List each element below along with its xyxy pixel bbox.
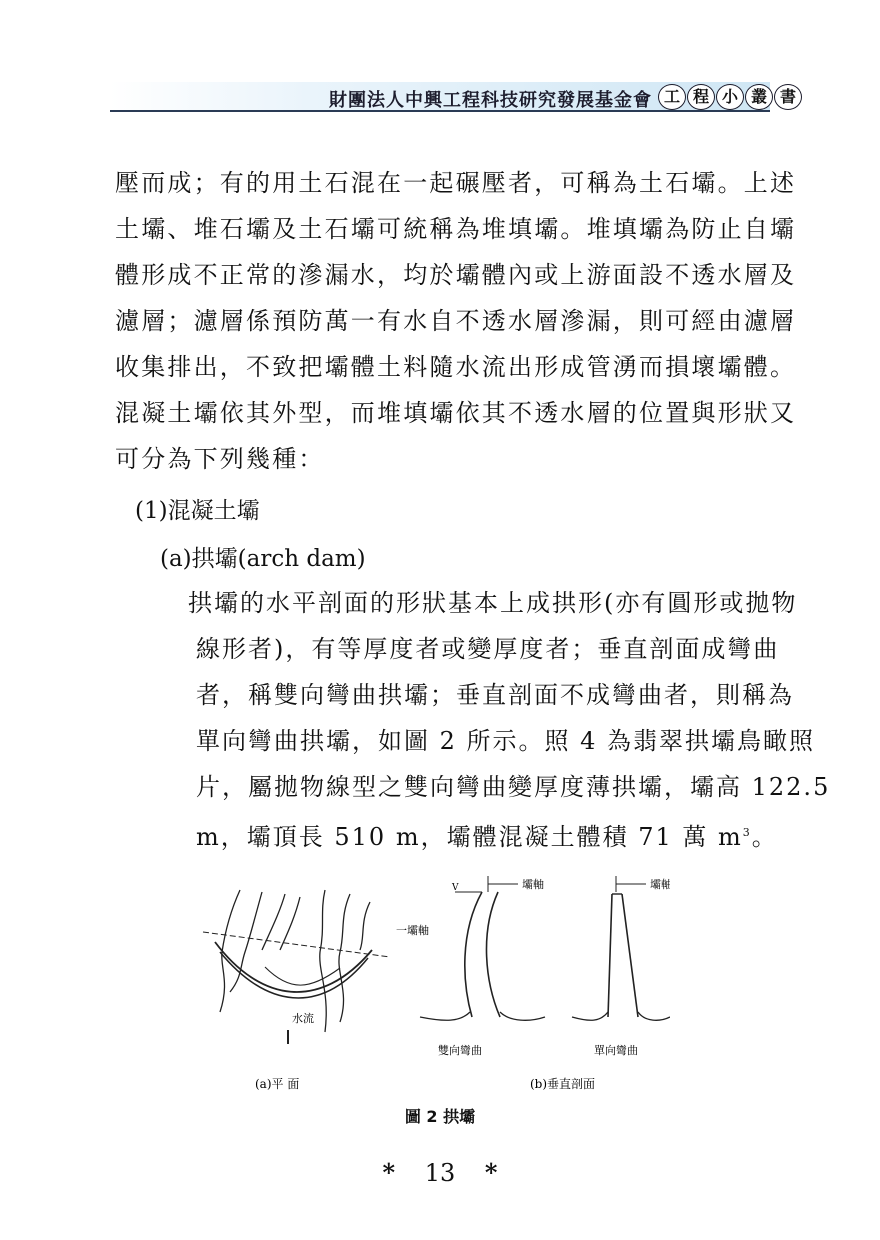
para-line <box>188 810 778 856</box>
axis-label-section1: 壩軸 <box>522 878 544 891</box>
header-series-badges <box>658 84 802 110</box>
axis-label-plan: 一壩軸 <box>396 924 429 937</box>
contour-line <box>339 894 350 1022</box>
axis-label-section2: 壩軸 <box>650 878 670 891</box>
ground-right <box>500 1012 545 1020</box>
section-heading: (1)混凝土壩 <box>135 498 260 524</box>
ground-left <box>572 1012 608 1020</box>
superscript: 3 <box>742 826 752 839</box>
para-line: 片，屬拋物線型之雙向彎曲變厚度薄拱壩，壩高 122.5 <box>196 773 831 801</box>
para-line: 者，稱雙向彎曲拱壩；垂直剖面不成彎曲者，則稱為 <box>196 681 794 709</box>
series-char: 書 <box>774 84 802 110</box>
para-line: 單向彎曲拱壩，如圖 2 所示。照 4 為翡翠拱壩鳥瞰照 <box>196 727 816 755</box>
abutment-curve <box>265 967 340 985</box>
series-char: 程 <box>687 84 715 110</box>
plan-view-label: (a)平 面 <box>255 1077 300 1091</box>
series-char: 叢 <box>745 84 773 110</box>
body-line: 可分為下列幾種： <box>115 445 325 473</box>
single-curvature-label: 單向彎曲 <box>594 1044 638 1057</box>
contour-line <box>280 897 300 950</box>
body-paragraph <box>115 160 797 482</box>
para-line: 線形者)，有等厚度者或變厚度者；垂直剖面成彎曲 <box>196 635 780 663</box>
double-curvature-label: 雙向彎曲 <box>438 1044 482 1057</box>
contour-line <box>360 902 370 950</box>
figure-drawing <box>200 872 670 1097</box>
page-number: 13 <box>424 1159 456 1187</box>
arch-dam-figure <box>200 872 670 1097</box>
dam-upstream-face <box>465 892 482 1017</box>
contour-line <box>230 892 262 992</box>
dam-downstream-face <box>622 894 638 1017</box>
flow-label: 水流 <box>292 1012 314 1025</box>
body-line: 壓而成；有的用土石混在一起碾壓者，可稱為土石壩。上述 <box>115 169 797 197</box>
para-last-text: m，壩頂長 510 m，壩體混凝土體積 71 萬 m <box>196 823 743 851</box>
figure-caption: 圖 2 拱壩 <box>404 1107 476 1126</box>
body-line: 土壩、堆石壩及土石壩可統稱為堆填壩。堆填壩為防止自壩 <box>115 215 797 243</box>
dam-downstream-face <box>486 892 500 1017</box>
section-view-label: (b)垂直剖面 <box>530 1077 596 1091</box>
page-star-left: * <box>382 1158 396 1187</box>
body-line: 混凝土壩依其外型，而堆填壩依其不透水層的位置與形狀又 <box>115 399 797 427</box>
arch-dam-paragraph <box>188 580 831 856</box>
series-char: 工 <box>658 84 686 110</box>
contour-line <box>320 890 326 1032</box>
single-curvature-section <box>572 876 670 1020</box>
series-char: 小 <box>716 84 744 110</box>
body-line: 濾層；濾層係預防萬一有水自不透水層滲漏，則可經由濾層 <box>115 307 797 335</box>
dam-upstream-face <box>608 894 612 1017</box>
subsection-heading: (a)拱壩(arch dam) <box>160 546 366 572</box>
body-line: 收集排出，不致把壩體土料隨水流出形成管湧而損壞壩體。 <box>115 353 797 381</box>
water-level-mark: V <box>452 883 459 893</box>
ground-left <box>420 1012 470 1020</box>
para-last-end: 。 <box>751 823 778 851</box>
double-curvature-section <box>420 876 545 1020</box>
ground-right <box>638 1012 670 1020</box>
header-organization: 財團法人中興工程科技研究發展基金會 <box>329 90 652 111</box>
page-star-right: * <box>484 1158 498 1187</box>
contour-line <box>262 894 285 950</box>
body-line: 體形成不正常的滲漏水，均於壩體內或上游面設不透水層及 <box>115 261 797 289</box>
page-footer <box>0 1158 880 1187</box>
para-line: 拱壩的水平剖面的形狀基本上成拱形(亦有圓形或拋物 <box>188 589 798 617</box>
